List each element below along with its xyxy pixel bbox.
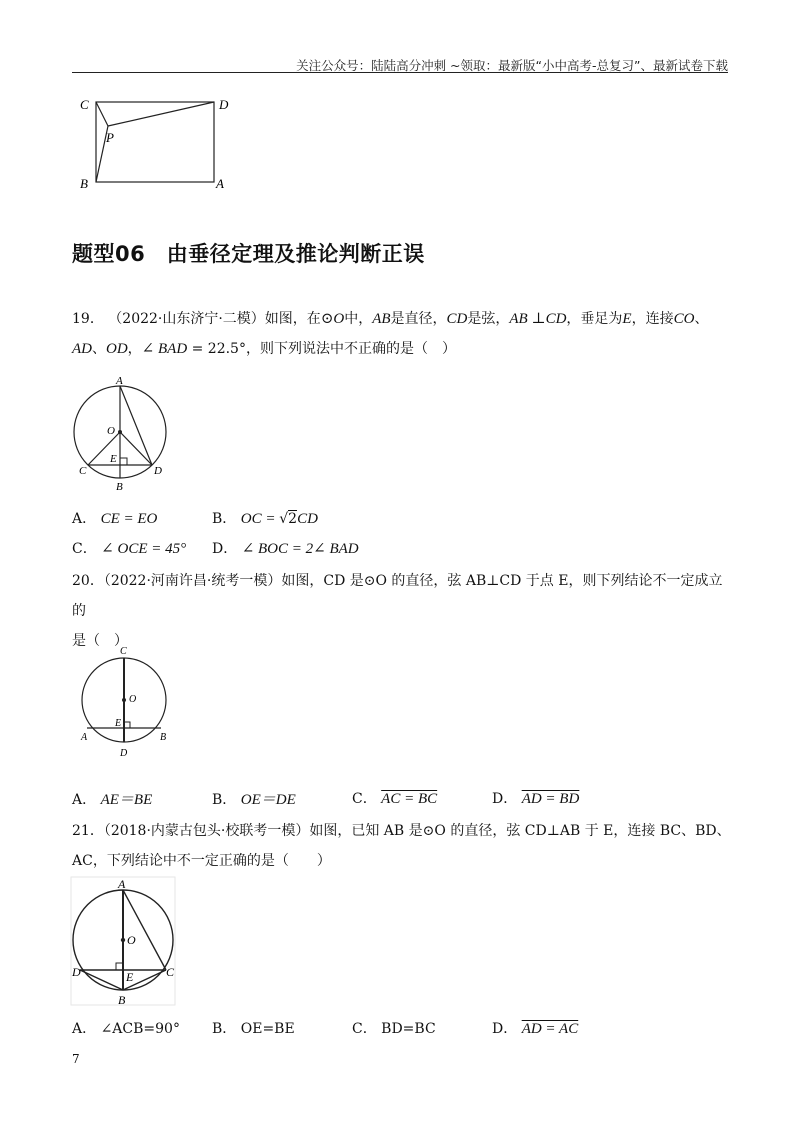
- label-b: B: [80, 176, 88, 191]
- q19-option-a-letter: A．: [72, 511, 97, 527]
- q20-label-a: A: [81, 732, 88, 743]
- q21-option-a-letter: A．: [72, 1021, 97, 1037]
- label-d: D: [219, 97, 229, 112]
- q19-t6: 、: [694, 311, 709, 327]
- q19-segment-od: [120, 432, 152, 465]
- q21-label-o: O: [127, 933, 136, 947]
- q20-option-b-text: OE＝DE: [240, 792, 296, 808]
- q20-option-d-letter: D．: [492, 791, 518, 807]
- q19-option-b[interactable]: [212, 508, 318, 528]
- q20-circle-figure: [78, 644, 178, 764]
- q21-option-d-text: AD = AC: [521, 1021, 579, 1037]
- q19-segment-ad: [120, 386, 152, 465]
- q21-number: 21．: [72, 823, 104, 839]
- q19-t4: ，垂足为: [566, 311, 623, 327]
- q19-label-c: C: [79, 465, 87, 477]
- q20-option-b-letter: B．: [212, 792, 237, 808]
- q19-ad: AD: [72, 341, 92, 357]
- label-a: A: [216, 176, 224, 191]
- q21-option-b-text: OE=BE: [240, 1021, 295, 1037]
- q21-option-b-letter: B．: [212, 1021, 237, 1037]
- label-c: C: [80, 97, 89, 112]
- q19-t9: ，则下列说法中不正确的是（ ）: [245, 341, 456, 357]
- q19-circle-figure: [70, 372, 180, 494]
- q20-option-d-text: AD = BD: [521, 791, 580, 807]
- q21-option-c-letter: C．: [352, 1021, 377, 1037]
- q20-option-a-letter: A．: [72, 792, 97, 808]
- q19-right-angle-mark: [120, 458, 127, 465]
- q19-option-b-text-1: OC =: [240, 511, 280, 527]
- rectangle-figure: [76, 94, 236, 194]
- q21-option-d[interactable]: [492, 1018, 578, 1038]
- q19-t8: ，: [127, 341, 142, 357]
- q21-option-a-text: ∠ACB=90°: [100, 1021, 180, 1037]
- q19-co: CO: [673, 311, 695, 327]
- q19-label-b: B: [116, 481, 123, 493]
- q19-ab-perp-cd: AB ⊥CD: [509, 311, 567, 327]
- q20-number: 20．: [72, 573, 104, 589]
- q20-label-b: B: [160, 732, 167, 743]
- q19-circle-o: ⊙O: [320, 311, 345, 327]
- q21-line2: AC，下列结论中不一定正确的是（ ）: [72, 853, 331, 869]
- q19-angle-bad: ∠ BAD: [141, 341, 188, 357]
- q19-option-d-letter: D．: [212, 541, 238, 557]
- q19-source: （2022·山东济宁·二模）如图，在: [108, 311, 321, 327]
- q20-center-dot: [122, 698, 126, 702]
- q19-t3: 是弦，: [467, 311, 510, 327]
- q21-label-b: B: [118, 993, 126, 1007]
- page-number: 7: [72, 1052, 80, 1066]
- q19-center-dot: [118, 430, 122, 434]
- q21-line1: （2018·内蒙古包头·校联考一模）如图，已知 AB 是⊙O 的直径，弦 CD⊥AB 于 E，连接 BC、BD、: [103, 823, 731, 839]
- q21-segment-bd: [80, 970, 123, 990]
- q21-option-c-text: BD=BC: [381, 1021, 436, 1037]
- q20-option-b[interactable]: [212, 788, 296, 809]
- question-20: [72, 566, 732, 656]
- q19-option-b-letter: B．: [212, 511, 237, 527]
- q21-option-d-letter: D．: [492, 1021, 518, 1037]
- q19-option-a-text: CE = EO: [100, 511, 158, 527]
- q19-option-b-text-2: CD: [297, 511, 318, 527]
- q19-ab: AB: [372, 311, 391, 327]
- q19-number: 19．: [72, 311, 104, 327]
- q20-label-c: C: [120, 646, 127, 657]
- q19-option-b-sqrt: 2: [288, 511, 298, 527]
- sqrt-symbol-icon: √: [279, 511, 289, 527]
- q20-label-e: E: [115, 718, 122, 729]
- q19-od: OD: [106, 341, 128, 357]
- q19-option-c[interactable]: [72, 538, 186, 558]
- q20-label-d: D: [120, 748, 128, 759]
- question-21: [72, 816, 732, 876]
- q20-line1: （2022·河南许昌·统考一模）如图，CD 是⊙O 的直径，弦 AB⊥CD 于点 E，则下列结论不一定成立的: [72, 573, 723, 619]
- q21-option-a[interactable]: [72, 1018, 180, 1038]
- label-p: P: [106, 130, 114, 145]
- q21-label-d: D: [72, 965, 81, 979]
- q19-label-d: D: [154, 465, 162, 477]
- q19-t7: 、: [92, 341, 106, 357]
- q21-label-e: E: [126, 970, 134, 984]
- q20-option-c[interactable]: [352, 788, 437, 808]
- section-title: 题型06 由垂径定理及推论判断正误: [72, 242, 425, 266]
- q19-option-a[interactable]: [72, 508, 157, 528]
- q19-option-d[interactable]: [212, 538, 359, 558]
- q19-t5: ，连接: [631, 311, 674, 327]
- q20-option-d[interactable]: [492, 788, 579, 808]
- segment-cp: [96, 102, 108, 126]
- q21-option-c[interactable]: [352, 1018, 436, 1038]
- header-rule: [72, 72, 728, 73]
- q20-option-a[interactable]: [72, 788, 152, 809]
- q19-label-e: E: [110, 453, 117, 465]
- question-19: [72, 304, 732, 364]
- q19-t1: 中，: [344, 311, 373, 327]
- q20-option-a-text: AE＝BE: [100, 792, 153, 808]
- q21-segment-ac: [123, 890, 166, 970]
- q20-line2: 是（ ）: [72, 633, 128, 649]
- q20-label-o: O: [129, 694, 137, 705]
- q19-cd: CD: [446, 311, 468, 327]
- q21-right-angle-mark: [116, 963, 123, 970]
- q19-label-o: O: [107, 425, 115, 437]
- page-header-text: 关注公众号：陆陆高分冲刺 ~领取：最新版“小中高考-总复习”、最新试卷下载: [296, 58, 728, 73]
- q21-label-c: C: [166, 965, 175, 979]
- q21-center-dot: [121, 938, 125, 942]
- q20-option-c-letter: C．: [352, 791, 377, 807]
- segment-dp: [108, 102, 214, 126]
- q19-label-a: A: [116, 375, 123, 387]
- q21-option-b[interactable]: [212, 1018, 295, 1038]
- q21-label-a: A: [118, 877, 126, 891]
- q19-eq-val: = 22.5°: [187, 341, 246, 357]
- q19-e: E: [622, 311, 632, 327]
- q19-t2: 是直径，: [390, 311, 447, 327]
- q19-option-c-text: ∠ OCE = 45°: [101, 541, 187, 557]
- q19-option-c-letter: C．: [72, 541, 97, 557]
- q20-option-c-text: AC = BC: [381, 791, 438, 807]
- q21-circle-figure: [70, 876, 180, 1008]
- q19-option-d-text: ∠ BOC = 2∠ BAD: [241, 541, 359, 557]
